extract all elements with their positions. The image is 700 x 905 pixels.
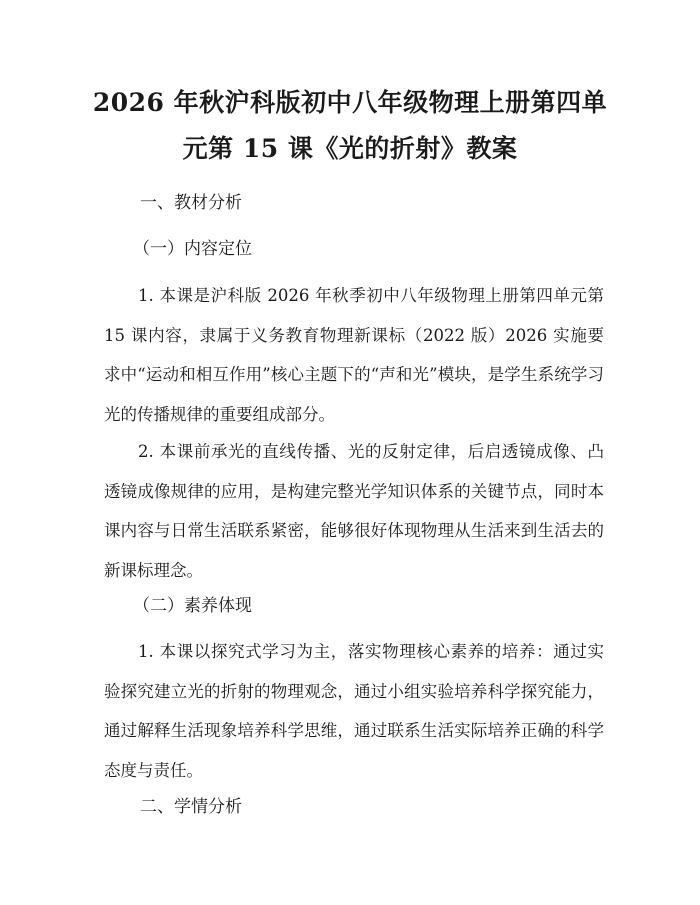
paragraph-content-positioning-2: 2. 本课前承光的直线传播、光的反射定律，后启透镜成像、凸透镜成像规律的应用，是构建完整光学知识体系的关键节点，同时本课内容与日常生活联系紧密，能够很好体现物理从生活来到生活去的新课标理念。: [104, 442, 604, 580]
document-title-line-1: 2026 年秋沪科版初中八年级物理上册第四单: [92, 88, 608, 117]
paragraph-content-positioning-1: 1. 本课是沪科版 2026 年秋季初中八年级物理上册第四单元第 15 课内容，隶属于义务教育物理新课标（2022 版）2026 实施要求中“运动和相互作用”核心主题下的“声和光”模块，是学生系统学习光的传播规律的重要组成部分。: [104, 286, 604, 424]
section-heading-student-analysis: 二、学情分析: [140, 797, 242, 817]
subsection-heading-literacy: （二）素养体现: [133, 596, 252, 616]
paragraph-literacy-1: 1. 本课以探究式学习为主，落实物理核心素养的培养：通过实验探究建立光的折射的物理观念，通过小组实验培养科学探究能力，通过解释生活现象培养科学思维，通过联系生活实际培养正确的科学态度与责任。: [104, 642, 604, 780]
section-heading-textbook-analysis: 一、教材分析: [140, 193, 242, 213]
document-title-line-2: 元第 15 课《光的折射》教案: [182, 134, 518, 163]
subsection-heading-content-positioning: （一）内容定位: [133, 239, 252, 259]
